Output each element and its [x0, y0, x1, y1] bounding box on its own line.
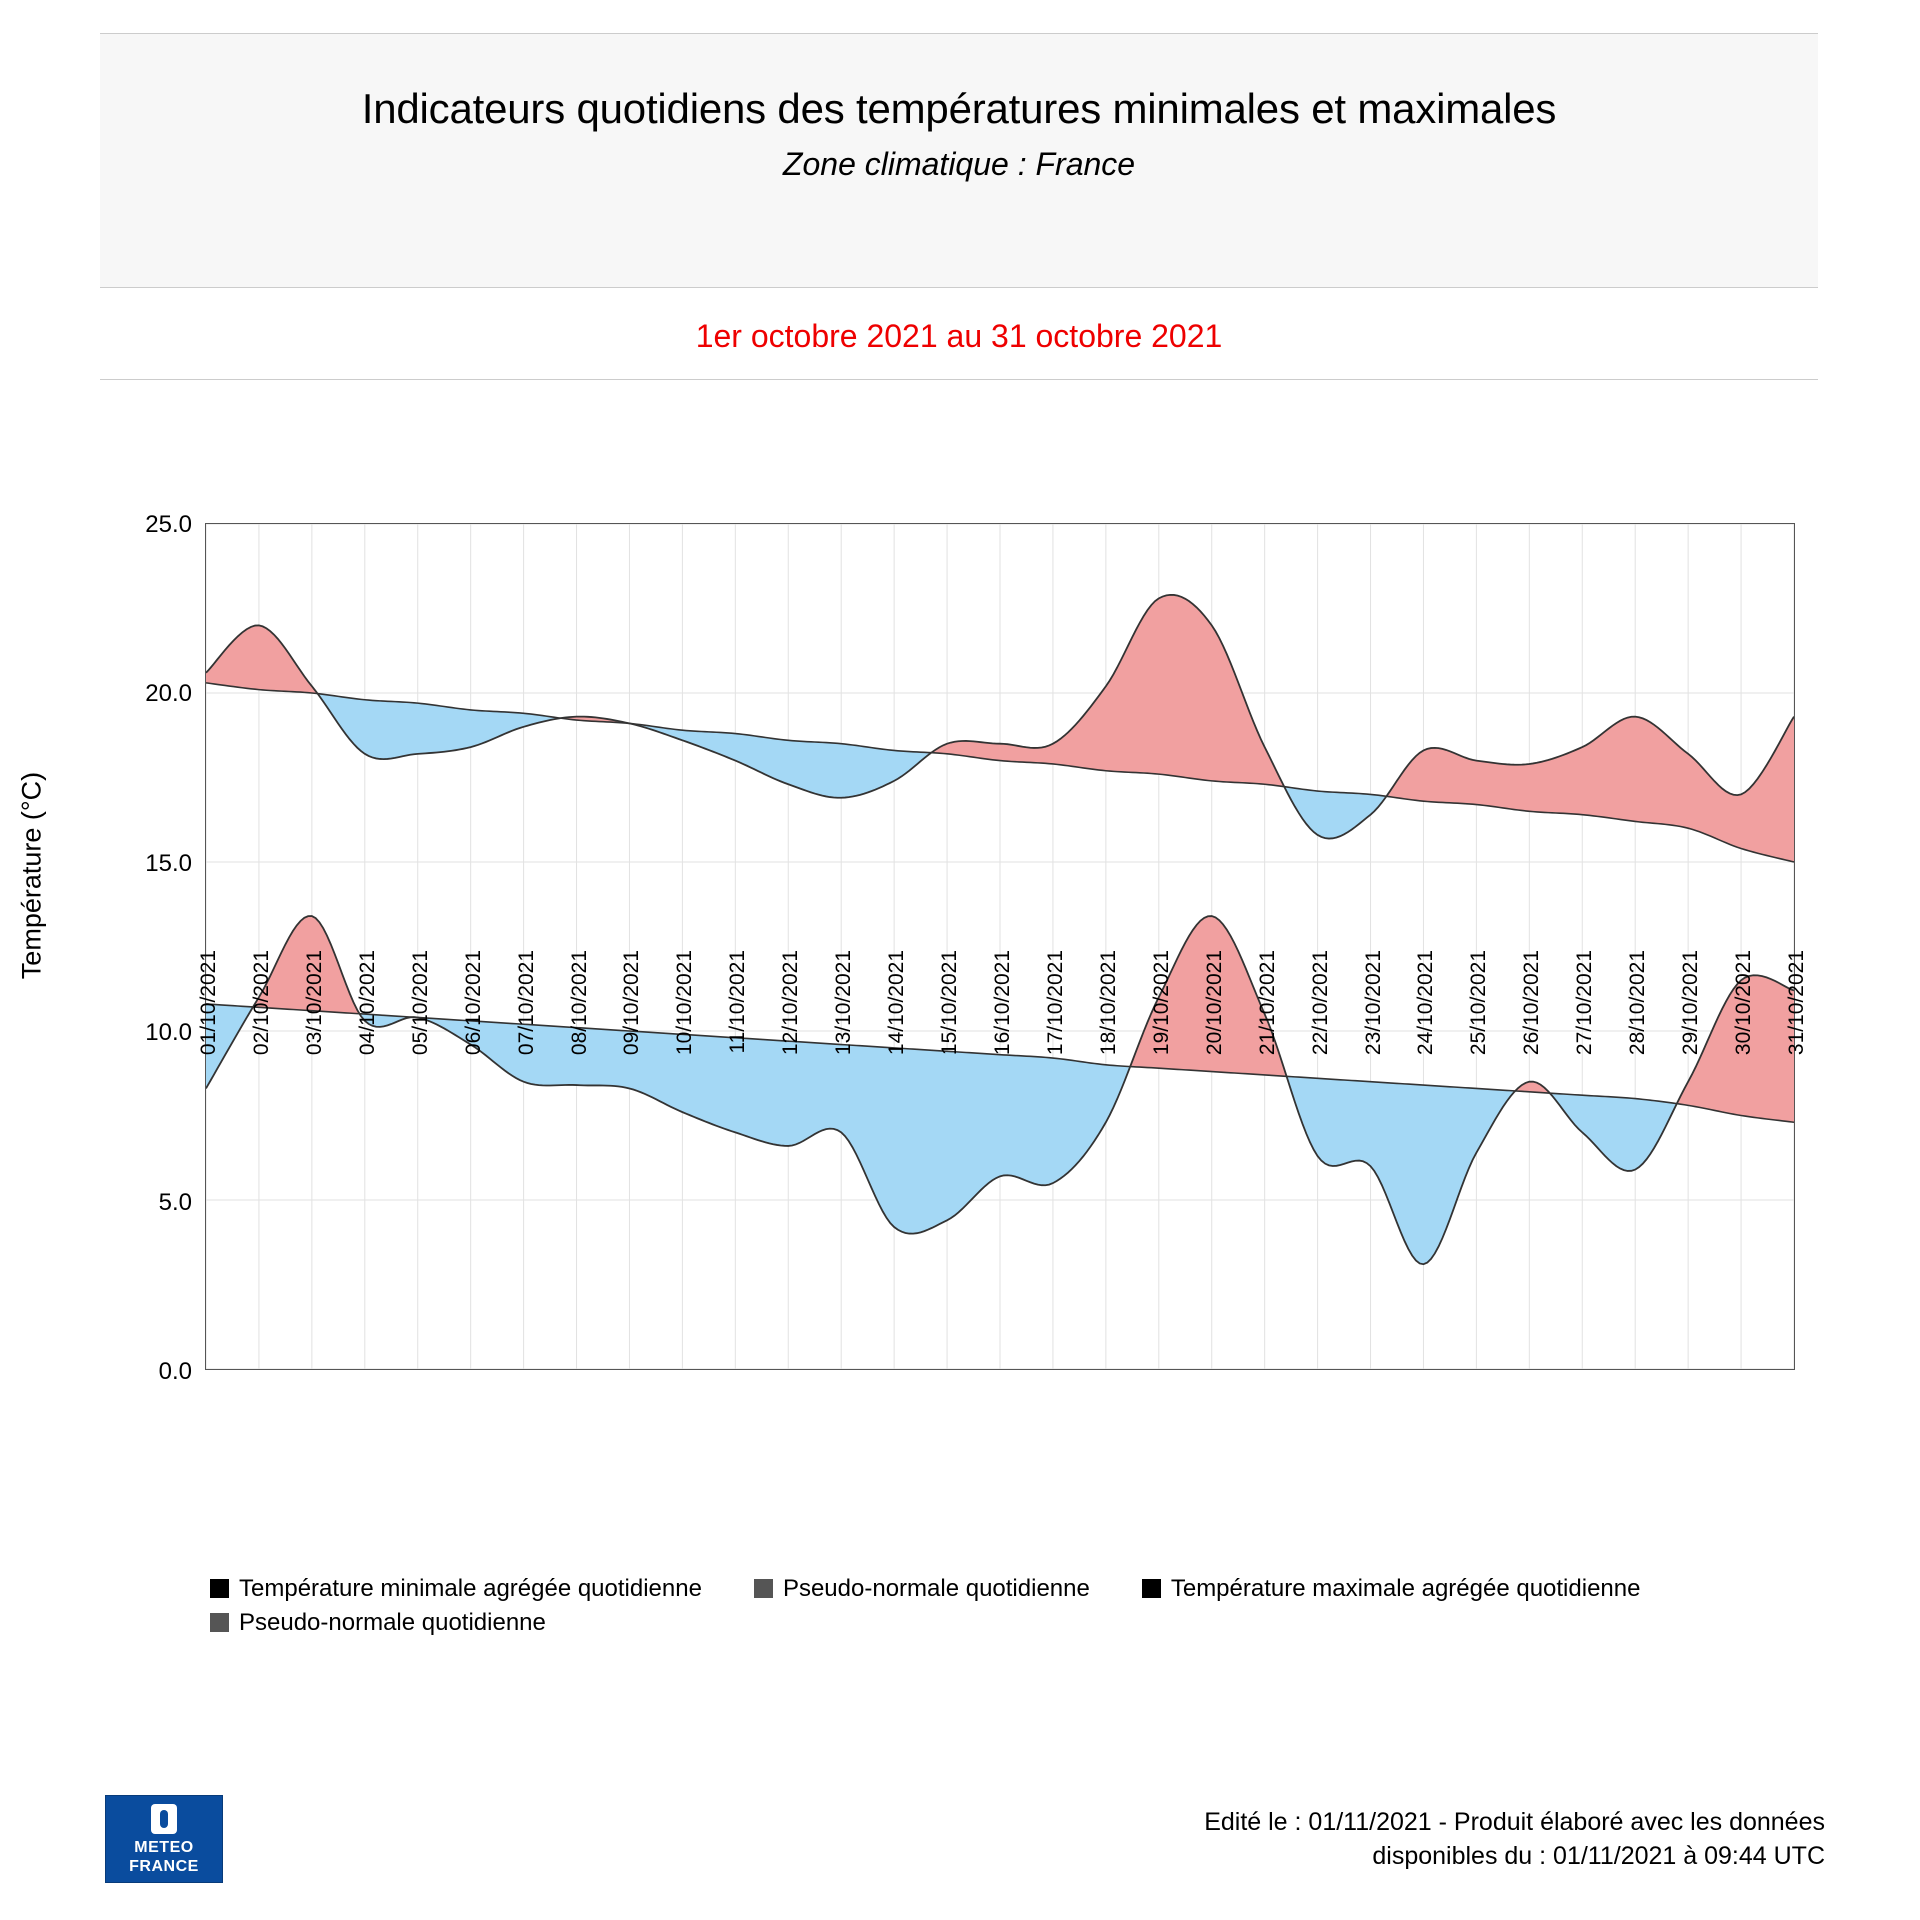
footer-line-1: Edité le : 01/11/2021 - Produit élaboré avec les données [1204, 1808, 1825, 1836]
y-tick-label: 25.0 [145, 511, 192, 538]
logo-mark-icon [151, 1804, 177, 1834]
x-tick-label: 12/10/2021 [779, 950, 803, 1056]
legend-swatch-icon [754, 1579, 773, 1598]
x-tick-label: 22/10/2021 [1308, 950, 1332, 1056]
plot-frame [205, 523, 1795, 1370]
x-tick-label: 10/10/2021 [673, 950, 697, 1056]
legend-label: Pseudo-normale quotidienne [782, 1575, 1090, 1602]
legend-swatch-icon [1142, 1579, 1161, 1598]
x-tick-label: 19/10/2021 [1149, 950, 1173, 1056]
period-label: 1er octobre 2021 au 31 octobre 2021 [695, 318, 1223, 354]
y-axis-label: Température (°C) [16, 771, 47, 980]
x-tick-label: 18/10/2021 [1096, 950, 1120, 1056]
x-tick-label: 05/10/2021 [408, 950, 432, 1056]
x-tick-label: 15/10/2021 [938, 950, 962, 1056]
x-tick-label: 01/10/2021 [197, 950, 220, 1056]
x-tick-label: 30/10/2021 [1732, 950, 1756, 1056]
x-tick-label: 24/10/2021 [1414, 950, 1438, 1056]
y-tick-label: 5.0 [158, 1188, 192, 1216]
footer-line-2: disponibles du : 01/11/2021 à 09:44 UTC [1372, 1842, 1825, 1870]
y-tick-label: 15.0 [145, 849, 192, 877]
x-tick-label: 29/10/2021 [1679, 950, 1703, 1056]
x-tick-label: 02/10/2021 [249, 950, 273, 1056]
legend-swatch-icon [210, 1579, 229, 1598]
y-tick-label: 20.0 [145, 680, 192, 708]
meteo-france-logo [105, 1795, 223, 1883]
footer-note [1204, 1805, 1825, 1873]
x-tick-label: 21/10/2021 [1255, 950, 1279, 1056]
x-tick-label: 31/10/2021 [1785, 950, 1808, 1056]
x-tick-label: 07/10/2021 [514, 950, 538, 1056]
x-tick-label: 04/10/2021 [355, 950, 379, 1056]
y-tick-label: 10.0 [145, 1019, 192, 1047]
legend-label: Pseudo-normale quotidienne [239, 1609, 546, 1636]
logo-line1: METEO [134, 1839, 194, 1856]
legend-item [754, 1575, 1090, 1603]
legend-row [210, 1609, 1860, 1637]
x-tick-label: 26/10/2021 [1520, 950, 1544, 1056]
legend-item [210, 1575, 702, 1603]
x-tick-label: 27/10/2021 [1573, 950, 1597, 1056]
period-box [100, 300, 1818, 380]
x-axis-ticks [0, 950, 1920, 1150]
legend-label: Température minimale agrégée quotidienne [239, 1575, 702, 1602]
x-tick-label: 03/10/2021 [302, 950, 326, 1056]
logo-line2: FRANCE [129, 1858, 199, 1875]
legend-label: Température maximale agrégée quotidienne [1170, 1575, 1641, 1602]
x-tick-label: 11/10/2021 [726, 950, 750, 1054]
legend-row [210, 1575, 1860, 1603]
x-tick-label: 08/10/2021 [567, 950, 591, 1056]
temperature-chart-svg [206, 524, 1794, 1369]
x-tick-label: 13/10/2021 [832, 950, 856, 1056]
legend-item [1142, 1575, 1641, 1603]
x-tick-label: 17/10/2021 [1043, 950, 1067, 1056]
y-tick-label: 0.0 [158, 1358, 192, 1385]
x-tick-label: 23/10/2021 [1361, 950, 1385, 1056]
logo-text [106, 1838, 222, 1876]
legend-swatch-icon [210, 1613, 229, 1632]
x-tick-label: 25/10/2021 [1467, 950, 1491, 1056]
x-tick-label: 16/10/2021 [991, 950, 1014, 1056]
page-subtitle: Zone climatique : France [782, 146, 1136, 182]
x-tick-label: 09/10/2021 [620, 950, 644, 1056]
x-tick-label: 14/10/2021 [885, 950, 909, 1056]
chart-container [0, 430, 1920, 1385]
chart-legend [210, 1575, 1860, 1643]
x-tick-label: 20/10/2021 [1202, 950, 1226, 1056]
x-tick-label: 28/10/2021 [1626, 950, 1650, 1056]
x-tick-label: 06/10/2021 [461, 950, 485, 1056]
legend-item [210, 1609, 546, 1637]
page-title: Indicateurs quotidiens des températures minimales et maximales [361, 85, 1557, 132]
title-box [100, 33, 1818, 288]
